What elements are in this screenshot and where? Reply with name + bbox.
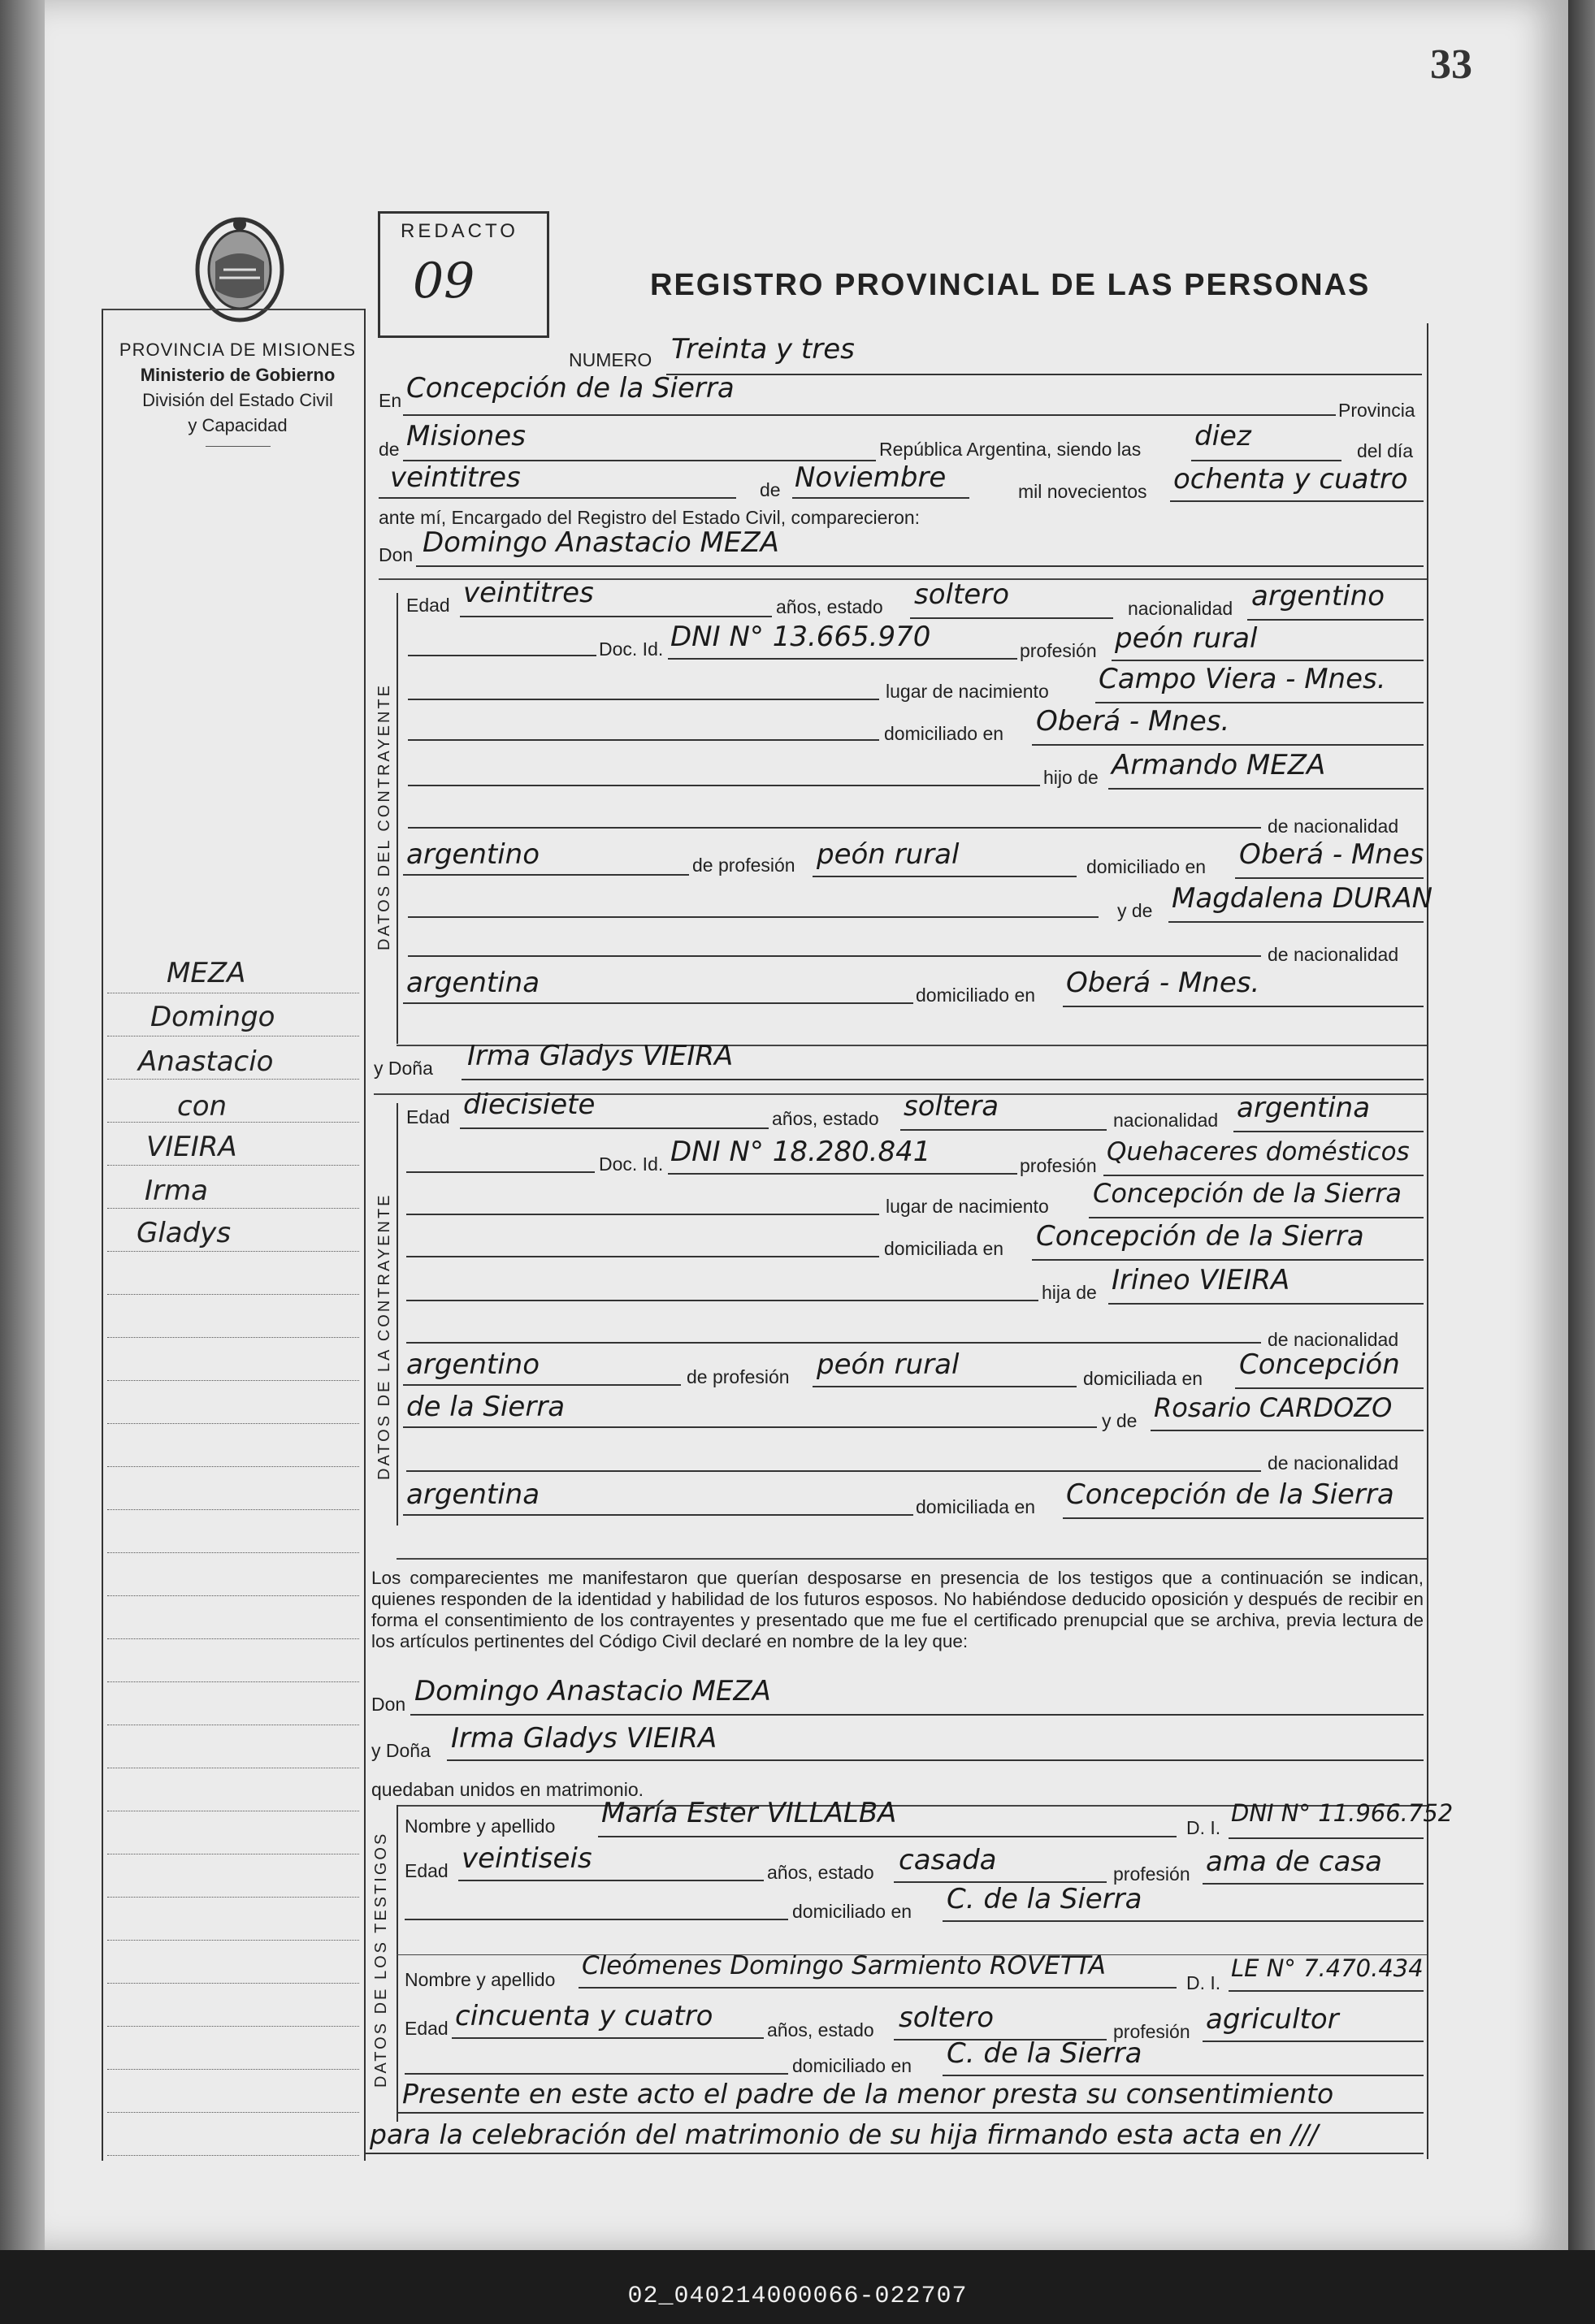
margin-ruled-line [107, 2069, 359, 2070]
margin-ruled-line [107, 1251, 359, 1252]
margin-ruled-line [107, 1466, 359, 1467]
lugar-nacimiento-label: lugar de nacimiento [886, 681, 1049, 702]
t1-edad-label: Edad [405, 1860, 449, 1881]
department-block [114, 337, 362, 447]
t2-nombre: Cleómenes Domingo Sarmiento ROVETTA [582, 1951, 1106, 1980]
t2-domicilio-label: domiciliado en [792, 2055, 912, 2076]
union-don-label: Don [371, 1694, 406, 1715]
nota-linea-2: para la celebración del matrimonio de su hija firmando esta acta en /// [370, 2118, 1319, 2150]
de-label: de [379, 439, 400, 460]
document-title: REGISTRO PROVINCIAL DE LAS PERSONAS [650, 268, 1371, 302]
lugar-nacimiento-label: lugar de nacimiento [886, 1196, 1049, 1217]
domicilio-label: domiciliado en [884, 723, 1004, 744]
contrayente-madre-dom: Oberá - Mnes. [1066, 967, 1260, 999]
margin-ruled-line [107, 2112, 359, 2113]
contrayente-edad: veintitres [463, 577, 594, 609]
margin-name: VIEIRA [146, 1131, 237, 1163]
t1-anios-label: años, estado [767, 1862, 874, 1883]
y-de-label: y de [1117, 900, 1153, 921]
margin-ruled-line [107, 1423, 359, 1424]
margin-ruled-line [107, 1122, 359, 1123]
margin-ruled-line [107, 1294, 359, 1295]
margin-top-line [102, 309, 366, 310]
doc-label: Doc. Id. [599, 638, 664, 660]
t1-di: DNI N° 11.966.752 [1231, 1799, 1454, 1827]
t2-estado: soltero [899, 2002, 994, 2034]
union-don: Domingo Anastacio MEZA [414, 1675, 771, 1707]
de-nacionalidad-label: de nacionalidad [1268, 816, 1399, 837]
margin-name: Irma [145, 1175, 208, 1207]
contrayenta-nacionalidad: argentina [1237, 1092, 1371, 1124]
margin-ruled-line [107, 1681, 359, 1682]
margin-ruled-line [107, 1079, 359, 1080]
edad-label: Edad [406, 595, 450, 616]
union-dona-label: y Doña [371, 1740, 431, 1761]
en-label: En [379, 390, 402, 411]
t2-di-label: D. I. [1186, 1972, 1221, 1993]
margin-name: Anastacio [138, 1045, 274, 1078]
contrayente-padre-prof: peón rural [817, 838, 960, 871]
anios-label: años, estado [776, 596, 883, 617]
contrayenta-madre-dom: Concepción de la Sierra [1066, 1478, 1394, 1511]
t1-profesion: ama de casa [1206, 1846, 1382, 1878]
scan-id: 02_040214000066-022707 [627, 2283, 968, 2310]
contrayenta-madre: Rosario CARDOZO [1154, 1392, 1393, 1423]
contrayenta-edad: diecisiete [463, 1088, 596, 1121]
union-dona: Irma Gladys VIEIRA [451, 1722, 717, 1755]
anio-value: ochenta y cuatro [1173, 463, 1408, 496]
quedaban-text: quedaban unidos en matrimonio. [371, 1779, 644, 1800]
y-de-label: y de [1102, 1410, 1138, 1431]
contrayenta-estado: soltera [904, 1090, 999, 1123]
book-edge [1568, 0, 1595, 2274]
t2-anios-label: años, estado [767, 2019, 874, 2041]
contrayente-madre: Magdalena DURAN [1172, 882, 1433, 915]
t2-domicilio: C. de la Sierra [947, 2037, 1142, 2070]
contrayente-madre-nac: argentina [406, 967, 540, 999]
contrayenta-lugar: Concepción de la Sierra [1093, 1178, 1402, 1209]
contrayente-lugar: Campo Viera - Mnes. [1099, 663, 1386, 695]
ante-mi-text: ante mí, Encargado del Registro del Estado Civil, comparecieron: [379, 507, 921, 528]
de-nacionalidad-label: de nacionalidad [1268, 1329, 1399, 1350]
dia-value: veintitres [390, 461, 521, 494]
contrayenta-domicilio: Concepción de la Sierra [1036, 1220, 1364, 1253]
lugar-acto: Concepción de la Sierra [406, 372, 735, 405]
contrayente-doc: DNI N° 13.665.970 [670, 621, 931, 653]
margin-ruled-line [107, 1595, 359, 1596]
t2-nombre-label: Nombre y apellido [405, 1969, 556, 1990]
t2-profesion: agricultor [1206, 2003, 1339, 2036]
margin-ruled-line [107, 2155, 359, 2156]
de-profesion-label: de profesión [692, 855, 795, 876]
provincia-value: Misiones [406, 420, 526, 452]
margin-ruled-line [107, 1897, 359, 1898]
hijo-de-label: hijo de [1043, 767, 1099, 788]
contrayente-section-label: DATOS DEL CONTRAYENTE [375, 683, 393, 950]
contrayente-estado: soltero [914, 578, 1009, 611]
doc-label: Doc. Id. [599, 1153, 664, 1175]
t1-domicilio-label: domiciliado en [792, 1901, 912, 1922]
contrayenta-padre: Irineo VIEIRA [1112, 1264, 1290, 1296]
dona-label: y Doña [374, 1058, 433, 1079]
margin-ruled-line [107, 1380, 359, 1381]
redacto-value: 09 [413, 253, 475, 309]
contrayenta-padre-prof: peón rural [817, 1348, 960, 1381]
contrayente-padre: Armando MEZA [1112, 749, 1326, 781]
redacto-label: REDACTO [401, 220, 518, 242]
profesion-label: profesión [1020, 1155, 1097, 1176]
contrayente-padre-dom: Oberá - Mnes [1239, 838, 1424, 871]
division-name: División del Estado Civil [142, 390, 333, 410]
de-nacionalidad-label: de nacionalidad [1268, 944, 1399, 965]
ministry-name: Ministerio de Gobierno [140, 365, 336, 385]
redacto-box [378, 211, 549, 338]
nacionalidad-label: nacionalidad [1128, 598, 1233, 619]
contrayente-profesion: peón rural [1115, 622, 1258, 655]
contrayenta-padre-nac: argentino [406, 1348, 540, 1381]
anios-label: años, estado [772, 1108, 879, 1129]
t1-estado: casada [899, 1844, 997, 1876]
margin-ruled-line [107, 1208, 359, 1209]
de-nacionalidad-label: de nacionalidad [1268, 1452, 1399, 1474]
t1-nombre-label: Nombre y apellido [405, 1815, 556, 1837]
contrayenta-padre-dom-2: de la Sierra [406, 1391, 566, 1423]
padre-domicilio-label: domiciliado en [1086, 856, 1207, 877]
t2-profesion-label: profesión [1113, 2021, 1190, 2042]
page-number: 33 [1430, 41, 1472, 88]
de-profesion-label: de profesión [687, 1366, 790, 1387]
contrayente-padre-nac: argentino [406, 838, 540, 871]
margin-name: con [177, 1090, 228, 1123]
margin-ruled-line [107, 1509, 359, 1510]
contrayenta-nombre: Irma Gladys VIEIRA [467, 1040, 734, 1072]
republica-label: República Argentina, siendo las [879, 439, 1142, 460]
t2-edad-label: Edad [405, 2018, 449, 2039]
margin-ruled-line [107, 2026, 359, 2027]
contrayenta-profesion: Quehaceres domésticos [1107, 1137, 1410, 1166]
t1-nombre: María Ester VILLALBA [601, 1797, 897, 1829]
provincia-label: Provincia [1338, 400, 1415, 421]
contrayenta-section-label: DATOS DE LA CONTRAYENTE [375, 1192, 393, 1480]
t2-edad: cincuenta y cuatro [455, 2000, 713, 2032]
margin-ruled-line [107, 1165, 359, 1166]
t1-domicilio: C. de la Sierra [947, 1883, 1142, 1915]
province-name: PROVINCIA DE MISIONES [119, 340, 357, 360]
t1-profesion-label: profesión [1113, 1863, 1190, 1885]
mil-label: mil novecientos [1018, 481, 1147, 502]
mes-de-label: de [760, 479, 781, 500]
margin-ruled-line [107, 1552, 359, 1553]
capacity-name: y Capacidad [188, 415, 288, 435]
nacionalidad-label: nacionalidad [1113, 1110, 1219, 1131]
t2-di: LE N° 7.470.434 [1231, 1954, 1424, 1982]
del-dia-label: del día [1357, 440, 1414, 461]
numero-value: Treinta y tres [671, 333, 855, 366]
nota-linea-1: Presente en este acto el padre de la menor presta su consentimiento [402, 2078, 1334, 2110]
contrayente-nacionalidad: argentino [1251, 580, 1385, 612]
contrayenta-doc: DNI N° 18.280.841 [670, 1136, 931, 1168]
contrayente-domicilio: Oberá - Mnes. [1036, 705, 1230, 738]
margin-name: Domingo [150, 1001, 275, 1033]
t1-di-label: D. I. [1186, 1817, 1221, 1838]
domicilio-label: domiciliada en [884, 1238, 1004, 1259]
don-label: Don [379, 544, 414, 565]
profesion-label: profesión [1020, 640, 1097, 661]
contrayenta-padre-dom-1: Concepción [1239, 1348, 1400, 1381]
testigos-section-label: DATOS DE LOS TESTIGOS [372, 1831, 390, 2088]
contrayenta-madre-nac: argentina [406, 1478, 540, 1511]
t1-edad: veintiseis [462, 1842, 592, 1875]
edad-label: Edad [406, 1106, 450, 1127]
margin-name: MEZA [167, 957, 246, 989]
madre-domicilio-label: domiciliada en [916, 1496, 1036, 1517]
margin-ruled-line [107, 1983, 359, 1984]
body-left-border [364, 309, 366, 2161]
hora-value: diez [1194, 420, 1251, 452]
margin-name: Gladys [137, 1217, 232, 1249]
declaracion-text: Los comparecientes me manifestaron que querían desposarse en presencia de los testigos que a continuación se indican, quienes responden de la identidad y habilidad de los futuros esposos. No habiéndose deducido oposición y después de recibir en forma el consentimiento de los contrayentes y presentado que me fue el certificado prenupcial que se archiva, previa lectura de los artículos pertinentes del Código Civil declaré en nombre de la ley que: [371, 1568, 1424, 1651]
margin-ruled-line [107, 1337, 359, 1338]
body-right-border [1427, 323, 1428, 2159]
contrayente-nombre: Domingo Anastacio MEZA [423, 526, 779, 559]
margin-ruled-line [107, 1940, 359, 1941]
book-spine [0, 0, 45, 2250]
margin-ruled-line [107, 1638, 359, 1639]
padre-domicilio-label: domiciliada en [1083, 1368, 1203, 1389]
madre-domicilio-label: domiciliado en [916, 985, 1036, 1006]
numero-label: NUMERO [569, 349, 652, 370]
left-margin-border [102, 309, 103, 2161]
mes-value: Noviembre [795, 461, 947, 494]
hija-de-label: hija de [1042, 1282, 1097, 1303]
